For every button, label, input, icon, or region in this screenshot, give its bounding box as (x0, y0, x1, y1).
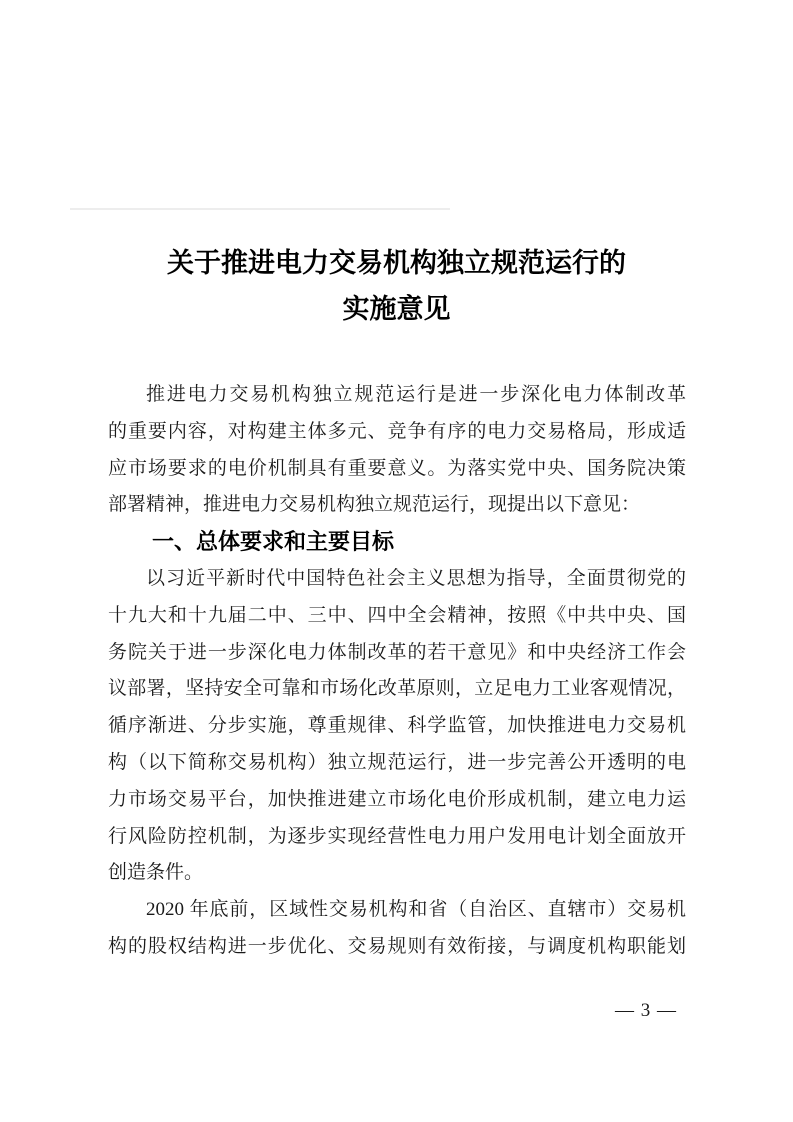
paragraph-line: 部署精神，推进电力交易机构独立规范运行，现提出以下意见： (108, 494, 641, 516)
paragraph-line: 务院关于进一步深化电力体制改革的若干意见》和中央经济工作会 (108, 641, 686, 663)
paragraph-line: 构的股权结构进一步优化、交易规则有效衔接，与调度机构职能划 (108, 935, 686, 957)
section-heading: 一、总体要求和主要目标 (152, 529, 395, 555)
paragraph-line: 构（以下简称交易机构）独立规范运行，进一步完善公开透明的电 (108, 751, 686, 773)
paragraph-line: 创造条件。 (108, 862, 204, 884)
page-number: — 3 — (615, 1000, 677, 1021)
paragraph-line: 2020 年底前，区域性交易机构和省（自治区、直辖市）交易机 (146, 899, 686, 921)
document-title (0, 240, 793, 332)
paragraph-line: 推进电力交易机构独立规范运行是进一步深化电力体制改革 (146, 384, 686, 405)
document-title-line-2: 实施意见 (342, 294, 451, 324)
paragraph-line: 行风险防控机制，为逐步实现经营性电力用户发用电计划全面放开 (108, 825, 686, 847)
paragraph-line: 以习近平新时代中国特色社会主义思想为指导，全面贯彻党的 (146, 567, 686, 589)
document-title-line-1: 关于推进电力交易机构独立规范运行的 (167, 248, 626, 278)
scan-artifact-divider (70, 208, 450, 210)
paragraph-line: 循序渐进、分步实施，尊重规律、科学监管，加快推进电力交易机 (108, 715, 686, 737)
paragraph-line: 力市场交易平台，加快推进建立市场化电价形成机制，建立电力运 (108, 788, 686, 810)
paragraph-line: 议部署，坚持安全可靠和市场化改革原则，立足电力工业客观情况， (108, 678, 686, 700)
paragraph-line: 十九大和十九届二中、三中、四中全会精神，按照《中共中央、国 (108, 604, 686, 626)
paragraph-line: 应市场要求的电价机制具有重要意义。为落实党中央、国务院决策 (108, 457, 686, 479)
paragraph-line: 的重要内容，对构建主体多元、竞争有序的电力交易格局，形成适 (108, 420, 686, 442)
document-body (108, 377, 686, 966)
